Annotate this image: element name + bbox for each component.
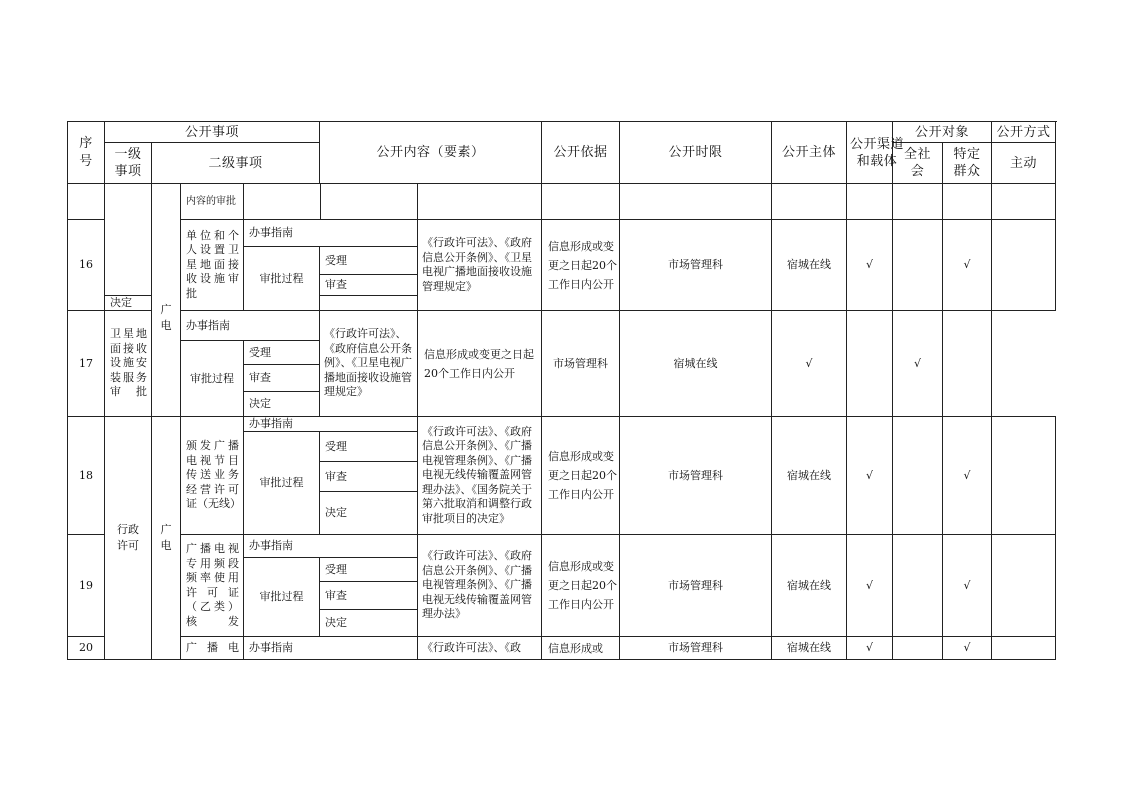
row-19-request	[992, 535, 1056, 637]
row-16-all-check: √	[847, 220, 893, 311]
row-18-item: 颁发广播电视节目传送业务经营许可证（无线）	[181, 417, 244, 535]
row-19-all-check: √	[847, 535, 893, 637]
row-16-proactive-check: √	[943, 220, 992, 311]
row-17-review: 审查	[244, 365, 320, 392]
row-20-channel: 宿城在线	[772, 637, 847, 660]
row-20-seq: 20	[68, 637, 105, 660]
carry-proactive	[943, 184, 992, 220]
row-19-guide: 办事指南	[244, 535, 418, 558]
row-20-basis: 《行政许可法》、《政	[418, 637, 542, 660]
row-19-accept: 受理	[320, 558, 418, 582]
row-16-request	[992, 220, 1056, 311]
row-18-all-check: √	[847, 417, 893, 535]
row-16-seq: 16	[68, 220, 105, 311]
row-19-seq: 19	[68, 535, 105, 637]
header-level2: 二级事项	[152, 143, 320, 184]
row-19-item: 广播电视专用频段频率使用许可证（乙类）核发	[181, 535, 244, 637]
header-time: 公开时限	[620, 122, 772, 184]
row-20-request	[992, 637, 1056, 660]
carry-channel	[772, 184, 847, 220]
row-17-basis: 《行政许可法》、《政府信息公开条例》、《卫星电视广播地面接收设施管理规定》	[320, 311, 418, 417]
header-all-society: 全社会	[893, 143, 943, 184]
row-19-time: 信息形成或变更之日起20个工作日内公开	[542, 535, 620, 637]
row-17-accept: 受理	[244, 341, 320, 365]
row-18-process: 审批过程	[244, 432, 320, 535]
carry-request	[992, 184, 1056, 220]
carry-level2	[152, 184, 181, 220]
row-19-proactive-check: √	[943, 535, 992, 637]
row-20-all-check: √	[847, 637, 893, 660]
row-20-time: 信息形成或	[542, 637, 620, 660]
row-18-request	[992, 417, 1056, 535]
level2-guangdian-b: 广电	[152, 417, 181, 660]
row-20-specific	[893, 637, 943, 660]
row-18-accept: 受理	[320, 432, 418, 462]
level2-guangdian-a: 广电	[152, 220, 181, 417]
row-19-decide: 决定	[320, 610, 418, 637]
row-19-process: 审批过程	[244, 558, 320, 637]
row-18-basis: 《行政许可法》、《政府信息公开条例》、《广播电视管理条例》、《广播电视无线传输覆盖网管理办法》、《国务院关于第六批取消和调整行政审批项目的决定》	[418, 417, 542, 535]
carry-content	[244, 184, 418, 220]
header-seq: 序号	[68, 122, 105, 184]
header-items: 公开事项	[105, 122, 320, 143]
row-17-request	[943, 311, 992, 417]
row-17-guide: 办事指南	[181, 311, 320, 341]
row-16-process: 审批过程	[244, 247, 320, 311]
row-20-item: 广播电	[181, 637, 244, 660]
row-17-specific	[847, 311, 893, 417]
row-18-guide: 办事指南	[244, 417, 418, 432]
row-16-time: 信息形成或变更之日起20个工作日内公开	[542, 220, 620, 311]
row-17-item: 卫星地面接收设施安装服务审批	[105, 311, 152, 417]
header-basis: 公开依据	[542, 122, 620, 184]
row-17-proactive-check: √	[893, 311, 943, 417]
header-content: 公开内容（要素）	[320, 122, 542, 184]
row-16-accept: 受理	[320, 247, 418, 275]
row-18-seq: 18	[68, 417, 105, 535]
row-19-review: 审查	[320, 582, 418, 610]
header-method: 公开方式	[992, 122, 1056, 143]
row-19-subject: 市场管理科	[620, 535, 772, 637]
row-16-channel: 宿城在线	[772, 220, 847, 311]
row-17-time: 信息形成或变更之日起20个工作日内公开	[418, 311, 542, 417]
level1-group: 行政许可	[105, 417, 152, 660]
row-16-review: 审查	[320, 275, 418, 296]
carry-level1	[105, 184, 152, 296]
row-18-subject: 市场管理科	[620, 417, 772, 535]
row-18-time: 信息形成或变更之日起20个工作日内公开	[542, 417, 620, 535]
carry-specific	[893, 184, 943, 220]
row-16-subject: 市场管理科	[620, 220, 772, 311]
carry-time	[542, 184, 620, 220]
header-level1: 一级事项	[105, 143, 152, 184]
row-18-review: 审查	[320, 462, 418, 492]
row-19-basis: 《行政许可法》、《政府信息公开条例》、《广播电视管理条例》、《广播电视无线传输覆盖网管理办法》	[418, 535, 542, 637]
row-18-specific	[893, 417, 943, 535]
row-17-seq: 17	[68, 311, 105, 417]
row-20-proactive-check: √	[943, 637, 992, 660]
row-18-proactive-check: √	[943, 417, 992, 535]
row-16-basis: 《行政许可法》、《政府信息公开条例》、《卫星电视广播地面接收设施管理规定》	[418, 220, 542, 311]
header-proactive: 主动	[992, 143, 1056, 184]
header-specific-group: 特定群众	[943, 143, 992, 184]
row-16-specific	[893, 220, 943, 311]
header-subject: 公开主体	[772, 122, 847, 184]
carry-subject	[620, 184, 772, 220]
row-20-guide: 办事指南	[244, 637, 418, 660]
row-16-decide: 决定	[105, 296, 152, 311]
row-17-subject: 市场管理科	[542, 311, 620, 417]
header-channel: 公开渠道和载体	[847, 122, 893, 184]
carry-item: 内容的审批	[181, 184, 244, 220]
carry-basis	[418, 184, 542, 220]
disclosure-table	[67, 121, 1056, 660]
row-18-channel: 宿城在线	[772, 417, 847, 535]
row-17-all-check: √	[772, 311, 847, 417]
row-20-subject: 市场管理科	[620, 637, 772, 660]
header-audience: 公开对象	[893, 122, 992, 143]
row-16-guide: 办事指南	[244, 220, 418, 247]
row-19-channel: 宿城在线	[772, 535, 847, 637]
row-17-channel: 宿城在线	[620, 311, 772, 417]
row-16-item: 单位和个人设置卫星地面接收设施审批	[181, 220, 244, 311]
row-17-decide: 决定	[244, 392, 320, 417]
carry-seq	[68, 184, 105, 220]
row-19-specific	[893, 535, 943, 637]
row-17-process: 审批过程	[181, 341, 244, 417]
row-18-decide: 决定	[320, 492, 418, 535]
carry-all	[847, 184, 893, 220]
